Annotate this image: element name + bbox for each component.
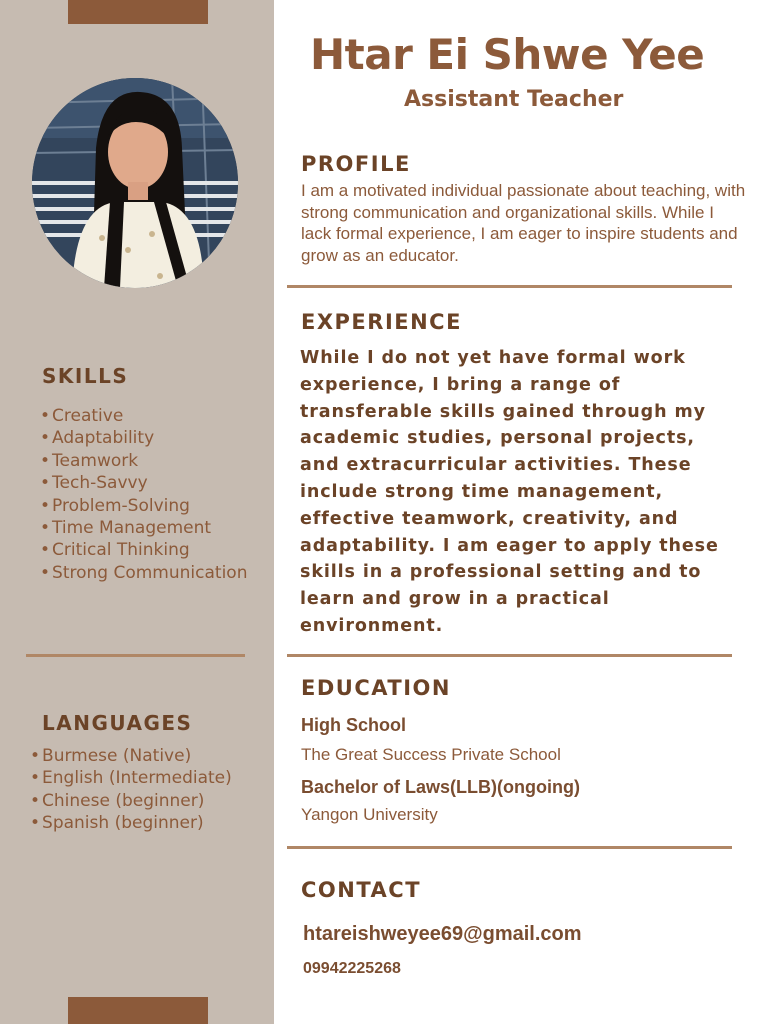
experience-text: While I do not yet have formal work experience, I bring a range of transferable skills gained through my academic studies, personal projects, and extracurricular activities. These include strong time management, effective teamwork, creativity, and adaptability. I am eager to apply these skills in a professional setting and to learn and grow in a practical environment. <box>300 348 719 636</box>
education-degree: High School <box>301 715 406 735</box>
language-item: • Burmese (Native) <box>30 745 232 767</box>
profile-text: I am a motivated individual passionate about teaching, with strong communication and organizational skills. While I lack formal experience, I am eager to inspire students and grow as an educator. <box>301 181 746 265</box>
languages-list <box>30 745 232 835</box>
candidate-name: Htar Ei Shwe Yee <box>310 30 705 79</box>
profile-photo <box>32 78 238 288</box>
section-divider <box>287 285 732 288</box>
skill-item: • Critical Thinking <box>40 539 247 561</box>
skill-item: • Tech-Savvy <box>40 472 247 494</box>
decorative-bar-bottom <box>68 997 208 1024</box>
contact-heading: CONTACT <box>301 878 422 902</box>
skill-item: • Creative <box>40 405 247 427</box>
skill-item: • Adaptability <box>40 427 247 449</box>
education-institution: Yangon University <box>301 805 438 824</box>
section-divider <box>287 846 732 849</box>
skills-heading: SKILLS <box>42 364 129 388</box>
education-degree: Bachelor of Laws(LLB)(ongoing) <box>301 777 580 797</box>
sidebar-divider <box>26 654 245 657</box>
section-divider <box>287 654 732 657</box>
language-item: • Chinese (beginner) <box>30 790 232 812</box>
skill-item: • Strong Communication <box>40 562 247 584</box>
sidebar <box>0 0 274 1024</box>
language-item: • Spanish (beginner) <box>30 812 232 834</box>
languages-heading: LANGUAGES <box>42 711 193 735</box>
skill-item: • Problem-Solving <box>40 495 247 517</box>
skill-item: • Teamwork <box>40 450 247 472</box>
contact-email[interactable]: htareishweyee69@gmail.com <box>303 923 582 945</box>
contact-phone[interactable]: 09942225268 <box>303 960 401 977</box>
decorative-bar-top <box>68 0 208 24</box>
education-heading: EDUCATION <box>301 676 451 700</box>
language-item: • English (Intermediate) <box>30 767 232 789</box>
job-title: Assistant Teacher <box>404 87 624 112</box>
experience-heading: EXPERIENCE <box>301 310 462 334</box>
profile-heading: PROFILE <box>301 152 411 176</box>
skills-list <box>40 405 247 584</box>
skill-item: • Time Management <box>40 517 247 539</box>
education-institution: The Great Success Private School <box>301 745 561 764</box>
